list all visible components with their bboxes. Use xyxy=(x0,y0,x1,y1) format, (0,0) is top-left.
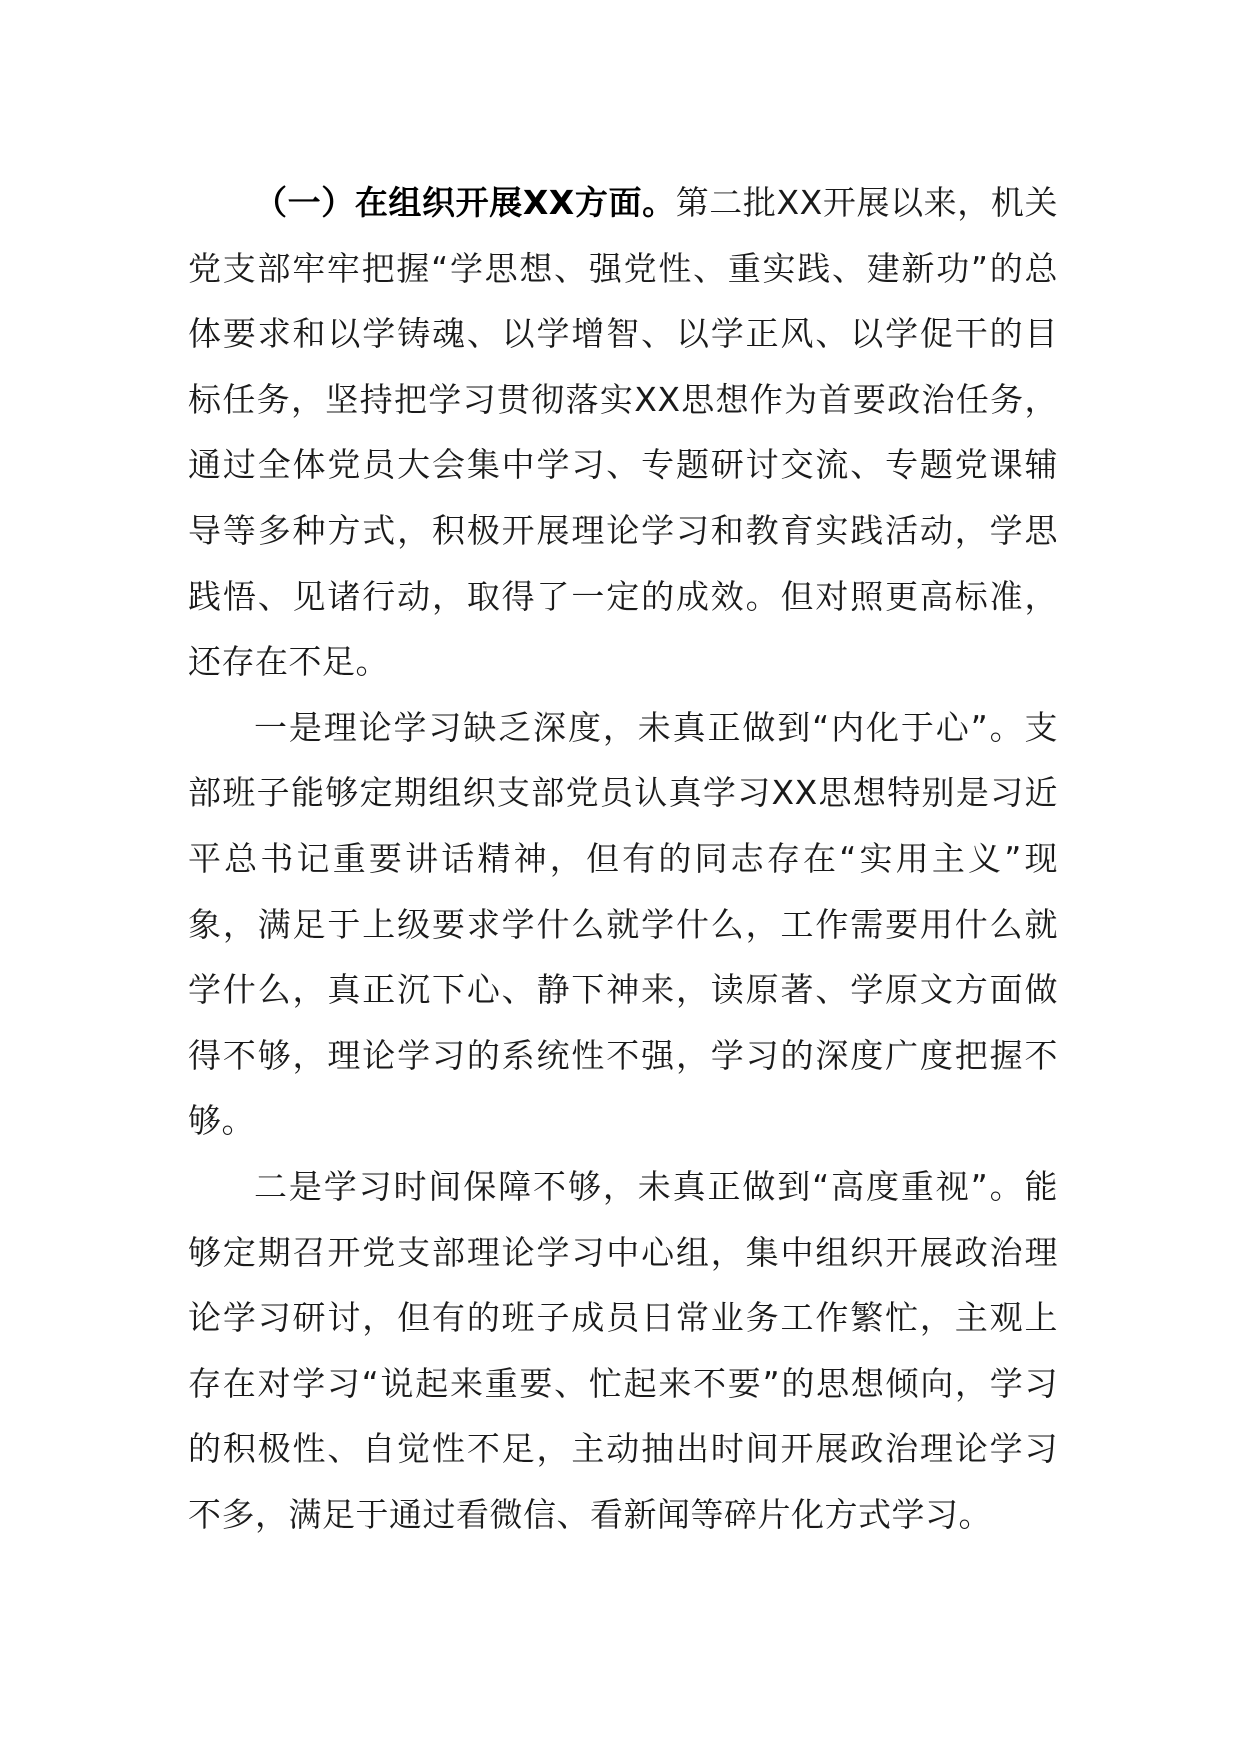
paragraph-text: 一是理论学习缺乏深度，未真正做到“内化于心”。支部班子能够定期组织支部党员认真学习XX思想特别是习近平总书记重要讲话精神，但有的同志存在“实用主义”现象，满足于上级要求学什么就学什么，工作需要用什么就学什么，真正沉下心、静下神来，读原著、学原文方面做得不够，理论学习的系统性不强，学习的深度广度把握不够。 xyxy=(188,707,1058,1141)
document-body xyxy=(188,170,1058,1547)
paragraph-text: 第二批XX开展以来，机关党支部牢牢把握“学思想、强党性、重实践、建新功”的总体要求和以学铸魂、以学增智、以学正风、以学促干的目标任务，坚持把学习贯彻落实XX思想作为首要政治任务，通过全体党员大会集中学习、专题研讨交流、专题党课辅导等多种方式，积极开展理论学习和教育实践活动，学思践悟、见诸行动，取得了一定的成效。但对照更高标准，还存在不足。 xyxy=(188,183,1059,682)
section-heading: （一）在组织开展XX方面。 xyxy=(254,183,676,222)
paragraph-organize-xx xyxy=(188,170,1058,695)
paragraph-text: 二是学习时间保障不够，未真正做到“高度重视”。能够定期召开党支部理论学习中心组，集中组织开展政治理论学习研讨，但有的班子成员日常业务工作繁忙，主观上存在对学习“说起来重要、忙起来不要”的思想倾向，学习的积极性、自觉性不足，主动抽出时间开展政治理论学习不多，满足于通过看微信、看新闻等碎片化方式学习。 xyxy=(188,1166,1058,1534)
paragraph-theory-depth xyxy=(188,695,1058,1154)
paragraph-study-time xyxy=(188,1154,1058,1548)
